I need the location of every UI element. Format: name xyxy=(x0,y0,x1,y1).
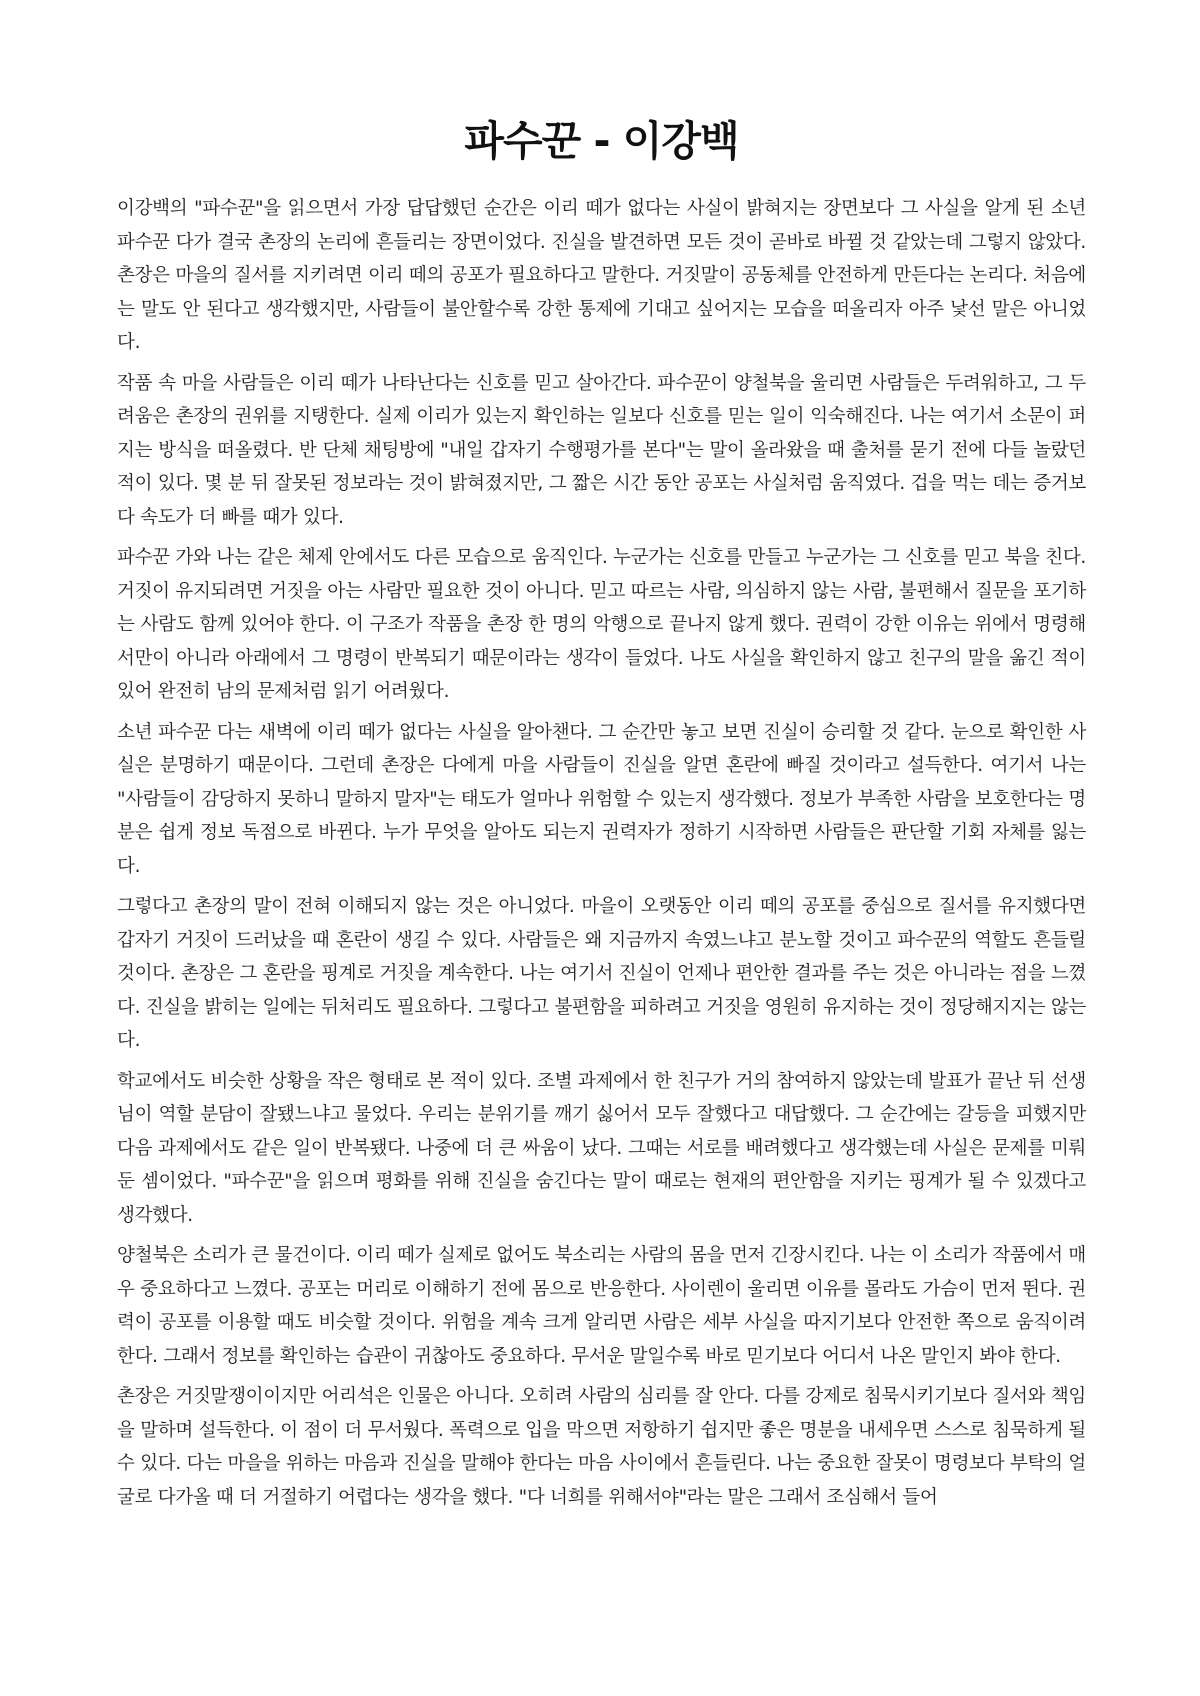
paragraph: 파수꾼 가와 나는 같은 체제 안에서도 다른 모습으로 움직인다. 누군가는 신호를 만들고 누군가는 그 신호를 믿고 북을 친다. 거짓이 유지되려면 거짓을 아는 사람만 필요한 것이 아니다. 믿고 따르는 사람, 의심하지 않는 사람, 불편해서 질문을 포기하는 사람도 함께 있어야 한다. 이 구조가 작품을 촌장 한 명의 악행으로 끝나지 않게 했다. 권력이 강한 이유는 위에서 명령해서만이 아니라 아래에서 그 명령이 반복되기 때문이라는 생각이 들었다. 나도 사실을 확인하지 않고 친구의 말을 옮긴 적이 있어 완전히 남의 문제처럼 읽기 어려웠다. xyxy=(117,547,1086,702)
paragraph: 그렇다고 촌장의 말이 전혀 이해되지 않는 것은 아니었다. 마을이 오랫동안 이리 떼의 공포를 중심으로 질서를 유지했다면 갑자기 거짓이 드러났을 때 혼란이 생길 수 있다. 사람들은 왜 지금까지 속였느냐고 분노할 것이고 파수꾼의 역할도 흔들릴 것이다. 촌장은 그 혼란을 핑계로 거짓을 계속한다. 나는 여기서 진실이 언제나 편안한 결과를 주는 것은 아니라는 점을 느꼈다. 진실을 밝히는 일에는 뒤처리도 필요하다. 그렇다고 불편함을 피하려고 거짓을 영원히 유지하는 것이 정당해지지는 않는다. xyxy=(117,896,1086,1051)
document-title: 파수꾼 - 이강백 xyxy=(464,117,739,165)
paragraph: 양철북은 소리가 큰 물건이다. 이리 떼가 실제로 없어도 북소리는 사람의 몸을 먼저 긴장시킨다. 나는 이 소리가 작품에서 매우 중요하다고 느꼈다. 공포는 머리로 이해하기 전에 몸으로 반응한다. 사이렌이 울리면 이유를 몰라도 가슴이 먼저 뛴다. 권력이 공포를 이용할 때도 비슷할 것이다. 위험을 계속 크게 알리면 사람은 세부 사실을 따지기보다 안전한 쪽으로 움직이려 한다. 그래서 정보를 확인하는 습관이 귀찮아도 중요하다. 무서운 말일수록 바로 믿기보다 어디서 나온 말인지 봐야 한다. xyxy=(117,1245,1086,1367)
paragraph: 소년 파수꾼 다는 새벽에 이리 떼가 없다는 사실을 알아챈다. 그 순간만 놓고 보면 진실이 승리할 것 같다. 눈으로 확인한 사실은 분명하기 때문이다. 그런데 촌장은 다에게 마을 사람들이 진실을 알면 혼란에 빠질 것이라고 설득한다. 여기서 나는 "사람들이 감당하지 못하니 말하지 말자"는 태도가 얼마나 위험할 수 있는지 생각했다. 정보가 부족한 사람을 보호한다는 명분은 쉽게 정보 독점으로 바뀐다. 누가 무엇을 알아도 되는지 권력자가 정하기 시작하면 사람들은 판단할 기회 자체를 잃는다. xyxy=(117,721,1086,877)
paragraph: 학교에서도 비슷한 상황을 작은 형태로 본 적이 있다. 조별 과제에서 한 친구가 거의 참여하지 않았는데 발표가 끝난 뒤 선생님이 역할 분담이 잘됐느냐고 물었다. 우리는 분위기를 깨기 싫어서 모두 잘했다고 대답했다. 그 순간에는 갈등을 피했지만 다음 과제에서도 같은 일이 반복됐다. 나중에 더 큰 싸움이 났다. 그때는 서로를 배려했다고 생각했는데 사실은 문제를 미뤄 둔 셈이었다. "파수꾼"을 읽으며 평화를 위해 진실을 숨긴다는 말이 때로는 현재의 편안함을 지키는 핑계가 될 수 있겠다고 생각했다. xyxy=(117,1070,1086,1226)
paragraph: 이강백의 "파수꾼"을 읽으면서 가장 답답했던 순간은 이리 떼가 없다는 사실이 밝혀지는 장면보다 그 사실을 알게 된 소년 파수꾼 다가 결국 촌장의 논리에 흔들리는 장면이었다. 진실을 발견하면 모든 것이 곧바로 바뀔 것 같았는데 그렇지 않았다. 촌장은 마을의 질서를 지키려면 이리 떼의 공포가 필요하다고 말한다. 거짓말이 공동체를 안전하게 만든다는 논리다. 처음에는 말도 안 된다고 생각했지만, 사람들이 불안할수록 강한 통제에 기대고 싶어지는 모습을 떠올리자 아주 낯선 말은 아니었다. xyxy=(117,198,1086,353)
paragraph: 촌장은 거짓말쟁이이지만 어리석은 인물은 아니다. 오히려 사람의 심리를 잘 안다. 다를 강제로 침묵시키기보다 질서와 책임을 말하며 설득한다. 이 점이 더 무서웠다. 폭력으로 입을 막으면 저항하기 쉽지만 좋은 명분을 내세우면 스스로 침묵하게 될 수 있다. 다는 마을을 위하는 마음과 진실을 말해야 한다는 마음 사이에서 흔들린다. 나는 중요한 잘못이 명령보다 부탁의 얼굴로 다가올 때 더 거절하기 어렵다는 생각을 했다. "다 너희를 위해서야"라는 말은 그래서 조심해서 들어 xyxy=(117,1386,1086,1508)
paragraph: 작품 속 마을 사람들은 이리 떼가 나타난다는 신호를 믿고 살아간다. 파수꾼이 양철북을 울리면 사람들은 두려워하고, 그 두려움은 촌장의 권위를 지탱한다. 실제 이리가 있는지 확인하는 일보다 신호를 믿는 일이 익숙해진다. 나는 여기서 소문이 퍼지는 방식을 떠올렸다. 반 단체 채팅방에 "내일 갑자기 수행평가를 본다"는 말이 올라왔을 때 출처를 묻기 전에 다들 놀랐던 적이 있다. 몇 분 뒤 잘못된 정보라는 것이 밝혀졌지만, 그 짧은 시간 동안 공포는 사실처럼 움직였다. 겁을 먹는 데는 증거보다 속도가 더 빠를 때가 있다. xyxy=(117,372,1086,528)
